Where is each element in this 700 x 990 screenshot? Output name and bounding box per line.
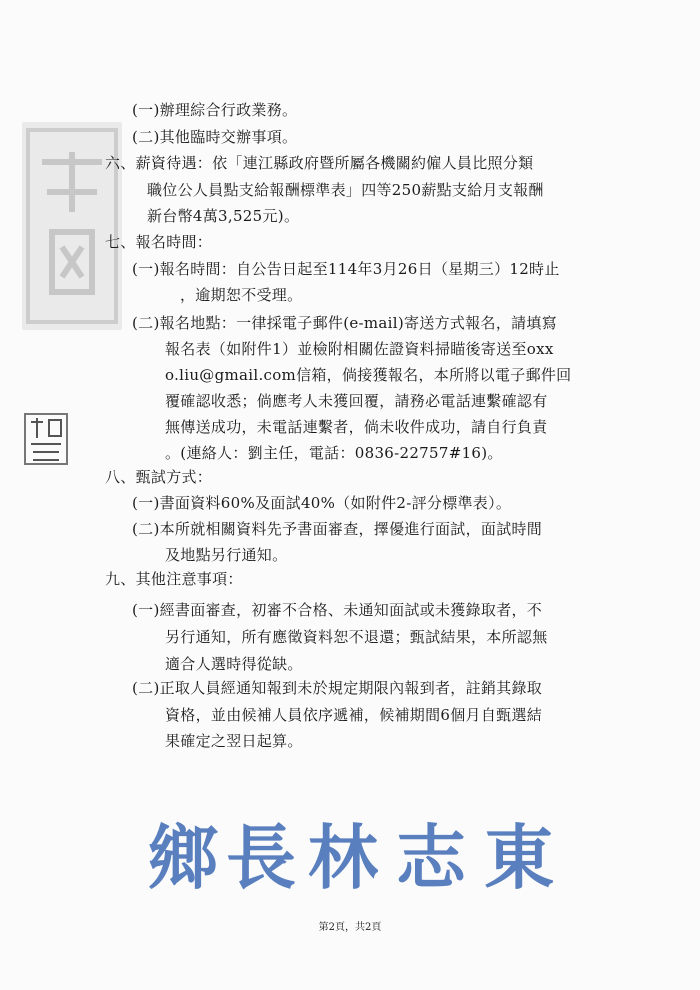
signature-char: 鄉	[148, 816, 218, 899]
text-line: (一)經書面審查，初審不合格、未通知面試或未獲錄取者，不	[132, 601, 543, 619]
text-line: (一)辦理綜合行政業務。	[132, 101, 298, 119]
text-line: 資格，並由候補人員依序遞補，候補期間6個月自甄選結	[165, 706, 543, 724]
text-line: 覆確認收悉；倘應考人未獲回覆，請務必電話連繫確認有	[165, 392, 548, 410]
signature-char: 東	[484, 816, 554, 899]
text-line: 職位公人員點支給報酬標準表」四等250薪點支給月支報酬	[147, 181, 544, 199]
text-line: (一)書面資料60%及面試40%（如附件2-評分標準表）。	[132, 494, 512, 512]
section-heading: 八、甄試方式：	[105, 468, 213, 486]
text-line: 報名表（如附件1）並檢附相關佐證資料掃瞄後寄送至oxx	[165, 340, 554, 358]
text-line: 果確定之翌日起算。	[165, 732, 303, 750]
text-line: (二)正取人員經通知報到未於規定期限內報到者，註銷其錄取	[132, 679, 543, 697]
text-line: 無傳送成功，未電話連繫者，倘未收件成功，請自行負責	[165, 418, 548, 436]
text-line: (一)報名時間：自公告日起至114年3月26日（星期三）12時止	[132, 260, 560, 278]
page-number: 第2頁，共2頁	[318, 922, 382, 933]
text-line: 。(連絡人：劉主任，電話：0836-22757#16)。	[165, 444, 503, 462]
text-line: (二)其他臨時交辦事項。	[132, 128, 298, 146]
text-line: 適合人選時得從缺。	[165, 655, 303, 673]
text-line: ，逾期恕不受理。	[180, 286, 303, 304]
signature-stamp	[148, 818, 558, 898]
section-heading: 七、報名時間：	[105, 233, 213, 251]
text-line: 及地點另行通知。	[165, 546, 288, 564]
signature-char: 林	[308, 816, 378, 899]
text-line: (二)本所就相關資料先予書面審查，擇優進行面試，面試時間	[132, 520, 543, 538]
text-line: (二)報名地點：一律採電子郵件(e-mail)寄送方式報名，請填寫	[132, 314, 558, 332]
signature-char: 志	[396, 816, 466, 899]
text-line: 另行通知，所有應徵資料恕不退還；甄試結果，本所認無	[165, 628, 548, 646]
text-line: o.liu@gmail.com信箱，倘接獲報名，本所將以電子郵件回	[165, 366, 572, 384]
text-line: 六、薪資待遇：依「連江縣政府暨所屬各機關約僱人員比照分類	[105, 154, 534, 172]
text-line: 新台幣4萬3,525元)。	[147, 207, 300, 225]
section-heading: 九、其他注意事項：	[105, 570, 243, 588]
signature-char: 長	[226, 816, 296, 899]
small-stamp	[23, 412, 69, 466]
